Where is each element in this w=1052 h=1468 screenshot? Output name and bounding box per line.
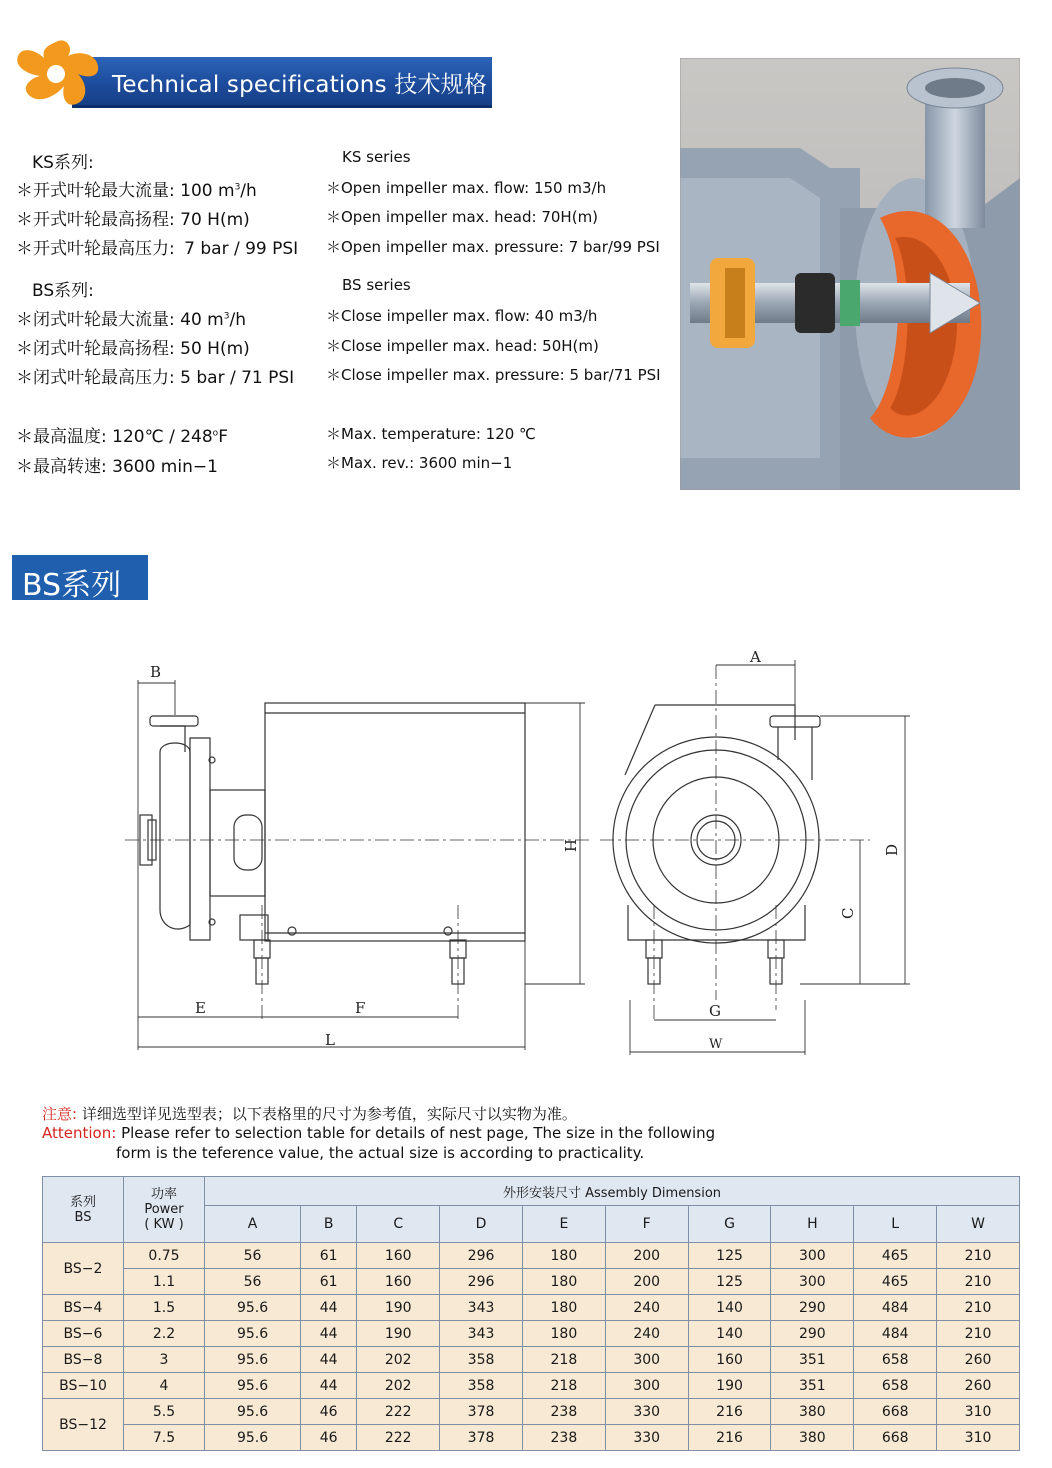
attention-en-line1: Please refer to selection table for details of nest page, The size in the following	[121, 1124, 716, 1142]
attention-en	[42, 1124, 715, 1142]
power-cell: 3	[124, 1347, 205, 1373]
bs-cn-head	[16, 334, 250, 359]
col-header-f: F	[605, 1206, 688, 1243]
value-cell: 160	[357, 1269, 440, 1295]
en-temperature: ＊Max. temperature: 120 ℃	[326, 425, 536, 443]
bs-cn-head-value: 50 H(m)	[180, 339, 250, 359]
value-cell: 210	[937, 1321, 1020, 1347]
value-cell: 95.6	[205, 1399, 301, 1425]
bs-cn-head-label: ＊闭式叶轮最高扬程:	[16, 339, 175, 359]
value-cell: 190	[357, 1321, 440, 1347]
value-cell: 238	[522, 1425, 605, 1451]
value-cell: 190	[357, 1295, 440, 1321]
bs-en-flow: ＊Close impeller max. flow: 40 m3/h	[326, 307, 598, 325]
power-cell: 4	[124, 1373, 205, 1399]
cn-temperature: ＊最高温度: 120℃ / 248$^o$F	[16, 427, 228, 447]
power-cell: 2.2	[124, 1321, 205, 1347]
value-cell: 300	[771, 1269, 854, 1295]
cn-rev	[16, 452, 218, 477]
value-cell: 180	[522, 1321, 605, 1347]
value-cell: 260	[937, 1373, 1020, 1399]
cn-temp-label: ＊最高温度:	[16, 427, 107, 447]
value-cell: 180	[522, 1269, 605, 1295]
table-row	[43, 1243, 1020, 1269]
bs-cn-title: BS系列:	[32, 281, 94, 301]
value-cell: 180	[522, 1295, 605, 1321]
value-cell: 300	[605, 1373, 688, 1399]
value-cell: 218	[522, 1373, 605, 1399]
value-cell: 240	[605, 1295, 688, 1321]
value-cell: 44	[301, 1373, 357, 1399]
bs-en-pressure: ＊Close impeller max. pressure: 5 bar/71 PSI	[326, 366, 661, 384]
attention-cn-text: 详细选型详见选型表；以下表格里的尺寸为参考值，实际尺寸以实物为准。	[81, 1105, 577, 1123]
value-cell: 202	[357, 1373, 440, 1399]
value-cell: 160	[357, 1243, 440, 1269]
cn-temp-unit: F	[218, 427, 228, 447]
value-cell: 216	[688, 1425, 771, 1451]
attention-cn-prefix: 注意:	[42, 1105, 78, 1123]
value-cell: 210	[937, 1269, 1020, 1295]
col-header-assembly: 外形安装尺寸 Assembly Dimension	[205, 1177, 1020, 1206]
value-cell: 290	[771, 1321, 854, 1347]
ks-en-pressure: ＊Open impeller max. pressure: 7 bar/99 PSI	[326, 238, 660, 256]
ks-en-title: KS series	[342, 148, 411, 166]
dim-label-a: A	[750, 648, 761, 666]
value-cell: 380	[771, 1399, 854, 1425]
value-cell: 330	[605, 1425, 688, 1451]
dim-label-b: B	[150, 663, 162, 681]
dim-label-d: D	[883, 843, 901, 856]
value-cell: 465	[854, 1269, 937, 1295]
ks-cn-head	[16, 205, 250, 230]
value-cell: 125	[688, 1269, 771, 1295]
col-header-g: G	[688, 1206, 771, 1243]
value-cell: 296	[440, 1243, 523, 1269]
dimension-drawing	[0, 640, 1052, 1070]
table-row	[43, 1399, 1020, 1425]
value-cell: 44	[301, 1295, 357, 1321]
bs-cn-flow: ＊闭式叶轮最大流量: 40 $m^3/h$	[16, 310, 246, 330]
col-header-series: 系列 BS	[43, 1177, 124, 1243]
bs-cn-flow-label: ＊闭式叶轮最大流量:	[16, 310, 175, 330]
pump-cutaway-image	[680, 58, 1020, 490]
power-cell: 1.1	[124, 1269, 205, 1295]
ks-cn-pressure-label: ＊开式叶轮最高压力:	[16, 239, 175, 259]
value-cell: 465	[854, 1243, 937, 1269]
table-row	[43, 1321, 1020, 1347]
ks-cn-flow-unit: /h	[240, 181, 257, 201]
value-cell: 343	[440, 1295, 523, 1321]
value-cell: 95.6	[205, 1321, 301, 1347]
col-header-power: 功率 Power ( KW )	[124, 1177, 205, 1243]
attention-en-prefix: Attention:	[42, 1124, 117, 1142]
ks-cn-pressure	[16, 234, 298, 259]
value-cell: 61	[301, 1269, 357, 1295]
value-cell: 46	[301, 1425, 357, 1451]
series-cell: BS−8	[43, 1347, 124, 1373]
bs-cn-pressure-label: ＊闭式叶轮最高压力:	[16, 368, 175, 388]
power-cell: 7.5	[124, 1425, 205, 1451]
series-cell: BS−2	[43, 1243, 124, 1295]
ks-cn-head-label: ＊开式叶轮最高扬程:	[16, 210, 175, 230]
value-cell: 160	[688, 1347, 771, 1373]
power-cell: 0.75	[124, 1243, 205, 1269]
value-cell: 190	[688, 1373, 771, 1399]
value-cell: 240	[605, 1321, 688, 1347]
value-cell: 200	[605, 1269, 688, 1295]
dimension-table	[42, 1176, 1020, 1451]
series-cell: BS−6	[43, 1321, 124, 1347]
value-cell: 95.6	[205, 1295, 301, 1321]
value-cell: 238	[522, 1399, 605, 1425]
value-cell: 330	[605, 1399, 688, 1425]
col-header-w: W	[937, 1206, 1020, 1243]
value-cell: 343	[440, 1321, 523, 1347]
value-cell: 140	[688, 1321, 771, 1347]
value-cell: 216	[688, 1399, 771, 1425]
value-cell: 358	[440, 1347, 523, 1373]
value-cell: 95.6	[205, 1347, 301, 1373]
col-header-e: E	[522, 1206, 605, 1243]
ks-cn-head-value: 70 H(m)	[180, 210, 250, 230]
power-cell: 1.5	[124, 1295, 205, 1321]
value-cell: 44	[301, 1321, 357, 1347]
value-cell: 200	[605, 1243, 688, 1269]
bs-cn-pressure	[16, 363, 294, 388]
value-cell: 300	[771, 1243, 854, 1269]
value-cell: 210	[937, 1295, 1020, 1321]
value-cell: 658	[854, 1373, 937, 1399]
col-header-b: B	[301, 1206, 357, 1243]
value-cell: 222	[357, 1425, 440, 1451]
value-cell: 222	[357, 1399, 440, 1425]
attention-cn	[42, 1103, 577, 1124]
ks-en-head: ＊Open impeller max. head: 70H(m)	[326, 208, 599, 226]
value-cell: 484	[854, 1321, 937, 1347]
power-cell: 5.5	[124, 1399, 205, 1425]
table-row	[43, 1269, 1020, 1295]
ks-cn-flow-value: 100 m	[180, 181, 235, 201]
impeller-logo-icon	[8, 34, 108, 126]
value-cell: 351	[771, 1347, 854, 1373]
value-cell: 358	[440, 1373, 523, 1399]
value-cell: 46	[301, 1399, 357, 1425]
dim-label-h: H	[561, 839, 579, 853]
table-row	[43, 1373, 1020, 1399]
en-rev: ＊Max. rev.: 3600 min−1	[326, 454, 513, 472]
value-cell: 296	[440, 1269, 523, 1295]
value-cell: 44	[301, 1347, 357, 1373]
value-cell: 56	[205, 1243, 301, 1269]
value-cell: 202	[357, 1347, 440, 1373]
bs-cn-flow-unit: /h	[229, 310, 246, 330]
value-cell: 300	[605, 1347, 688, 1373]
dim-label-l: L	[325, 1031, 335, 1049]
value-cell: 210	[937, 1243, 1020, 1269]
value-cell: 125	[688, 1243, 771, 1269]
col-header-c: C	[357, 1206, 440, 1243]
series-cell: BS−12	[43, 1399, 124, 1451]
ks-cn-pressure-value: 7 bar / 99 PSI	[184, 239, 299, 259]
table-row	[43, 1295, 1020, 1321]
cn-rev-label: ＊最高转速:	[16, 457, 107, 477]
col-header-h: H	[771, 1206, 854, 1243]
table-row	[43, 1347, 1020, 1373]
value-cell: 484	[854, 1295, 937, 1321]
value-cell: 378	[440, 1399, 523, 1425]
series-cell: BS−10	[43, 1373, 124, 1399]
table-row	[43, 1425, 1020, 1451]
bs-en-head: ＊Close impeller max. head: 50H(m)	[326, 337, 599, 355]
value-cell: 180	[522, 1243, 605, 1269]
dim-label-g: G	[709, 1002, 721, 1020]
value-cell: 218	[522, 1347, 605, 1373]
bs-cn-flow-value: 40 m	[180, 310, 224, 330]
attention-en-line2: form is the teference value, the actual size is according to practicality.	[116, 1144, 645, 1162]
value-cell: 260	[937, 1347, 1020, 1373]
bs-en-title: BS series	[342, 276, 411, 294]
value-cell: 351	[771, 1373, 854, 1399]
value-cell: 378	[440, 1425, 523, 1451]
col-header-a: A	[205, 1206, 301, 1243]
page-title: Technical specifications 技术规格	[112, 72, 488, 98]
dim-label-f: F	[355, 999, 366, 1017]
ks-cn-flow-label: ＊开式叶轮最大流量:	[16, 181, 175, 201]
section-title: BS系列	[22, 568, 122, 603]
ks-en-flow: ＊Open impeller max. flow: 150 m3/h	[326, 179, 607, 197]
cn-temp-value: 120℃ / 248	[112, 427, 213, 447]
col-header-l: L	[854, 1206, 937, 1243]
value-cell: 658	[854, 1347, 937, 1373]
value-cell: 61	[301, 1243, 357, 1269]
value-cell: 380	[771, 1425, 854, 1451]
value-cell: 56	[205, 1269, 301, 1295]
value-cell: 95.6	[205, 1373, 301, 1399]
series-cell: BS−4	[43, 1295, 124, 1321]
value-cell: 668	[854, 1425, 937, 1451]
ks-cn-flow: ＊开式叶轮最大流量: 100 $m^3/h$	[16, 181, 257, 201]
value-cell: 310	[937, 1399, 1020, 1425]
dim-label-c: C	[839, 907, 857, 919]
value-cell: 668	[854, 1399, 937, 1425]
value-cell: 290	[771, 1295, 854, 1321]
dim-label-e: E	[195, 999, 206, 1017]
value-cell: 140	[688, 1295, 771, 1321]
bs-cn-pressure-value: 5 bar / 71 PSI	[180, 368, 295, 388]
value-cell: 95.6	[205, 1425, 301, 1451]
col-header-d: D	[440, 1206, 523, 1243]
ks-cn-title: KS系列:	[32, 153, 94, 173]
cn-rev-value: 3600 min−1	[112, 457, 218, 477]
value-cell: 310	[937, 1425, 1020, 1451]
dim-label-w: W	[709, 1037, 723, 1052]
